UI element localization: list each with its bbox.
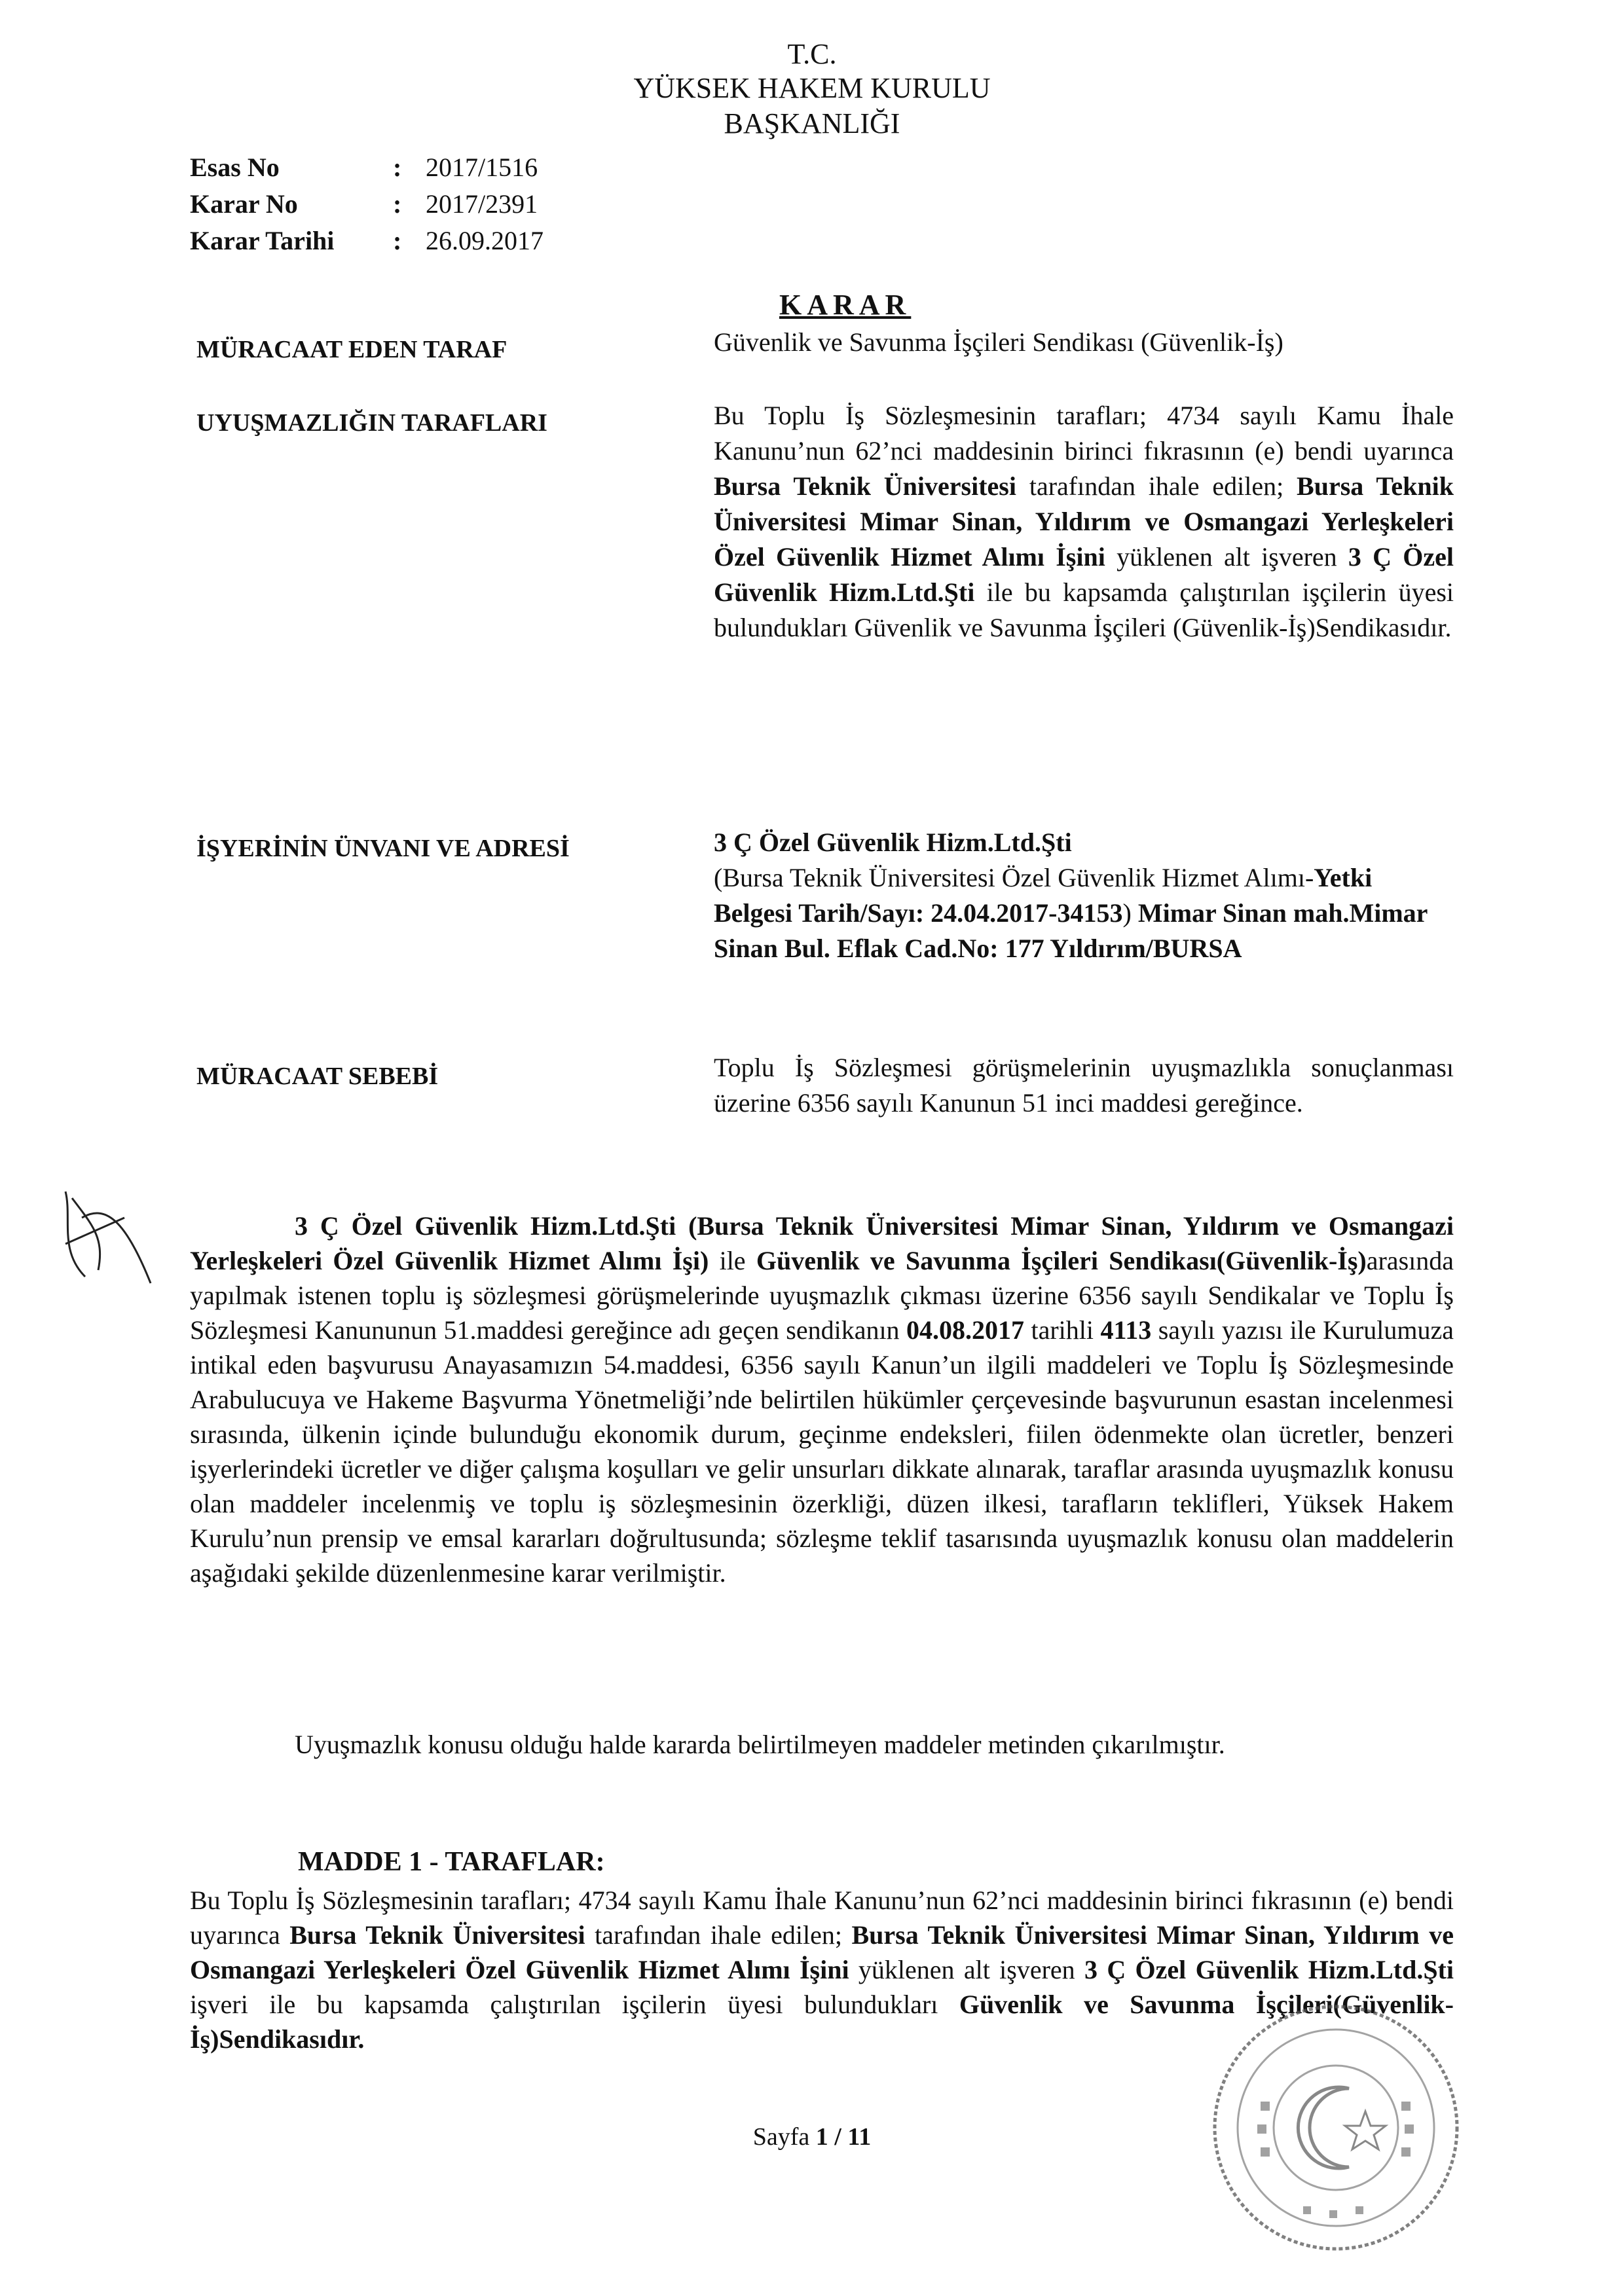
karar-tarihi-value: 26.09.2017 [426, 226, 544, 255]
karar-no-value: 2017/2391 [426, 189, 538, 219]
label-uyusmazlik-taraflari: UYUŞMAZLIĞIN TARAFLARI [196, 409, 547, 437]
value-isyeri-unvani: 3 Ç Özel Güvenlik Hizm.Ltd.Şti (Bursa Teknik Üniversitesi Özel Güvenlik Hizmet Alımı-Yetki Belgesi Tarih/Sayı: 24.04.2017-34153) Mimar Sinan mah.Mimar Sinan Bul. Eflak Cad.No: 177 Yıldırım/BURSA [714, 828, 1428, 963]
note-paragraph: Uyuşmazlık konusu olduğu halde kararda belirtilmeyen maddeler metinden çıkarılmıştır. [295, 1730, 1225, 1759]
meta-karar-tarihi: Karar Tarihi : 26.09.2017 [190, 226, 544, 255]
label-muracaat-eden: MÜRACAAT EDEN TARAF [196, 336, 507, 363]
handwritten-initials-icon [46, 1178, 164, 1296]
value-muracaat-sebebi: Toplu İş Sözleşmesi görüşmelerinin uyuşmazlıkla sonuçlanması üzerine 6356 sayılı Kanunun 51 inci maddesi gereğince. [714, 1053, 1454, 1118]
meta-esas-no: Esas No : 2017/1516 [190, 153, 538, 182]
madde-1-title: MADDE 1 - TARAFLAR: [298, 1847, 605, 1877]
madde-1-body: Bu Toplu İş Sözleşmesinin tarafları; 4734 sayılı Kamu İhale Kanunu’nun 62’nci maddesinin birinci fıkrasının (e) bendi uyarınca Bursa Teknik Üniversitesi tarafından ihale edilen; Bursa Teknik Üniversitesi Mimar Sinan, Yıldırım ve Osmangazi Yerleşkeleri Özel Güvenlik Hizmet Alımı İşini yüklenen alt işveren 3 Ç Özel Güvenlik Hizm.Ltd.Şti işveri ile bu kapsamda çalıştırılan işçilerin üyesi bulundukları Güvenlik ve Savunma İşçileri(Güvenlik-İş)Sendikasıdır. [190, 1886, 1454, 2054]
header-tc: T.C. [787, 38, 837, 70]
value-uyusmazlik-taraflari: Bu Toplu İş Sözleşmesinin tarafları; 4734 sayılı Kamu İhale Kanunu’nun 62’nci maddesinin birinci fıkrasının (e) bendi uyarınca Bursa Teknik Üniversitesi tarafından ihale edilen; Bursa Teknik Üniversitesi Mimar Sinan, Yıldırım ve Osmangazi Yerleşkeleri Özel Güvenlik Hizmet Alımı İşini yüklenen alt işveren 3 Ç Özel Güvenlik Hizm.Ltd.Şti ile bu kapsamda çalıştırılan işçilerin üyesi bulundukları Güvenlik ve Savunma İşçileri (Güvenlik-İş)Sendikasıdır. [714, 401, 1454, 642]
esas-no-value: 2017/1516 [426, 153, 538, 182]
page-number: Sayfa 1 / 11 [752, 2123, 872, 2151]
label-isyeri-unvani: İŞYERİNİN ÜNVANI VE ADRESİ [196, 835, 570, 862]
official-seal-icon [1198, 1990, 1473, 2265]
karar-title: KARAR [779, 289, 912, 321]
value-muracaat-eden: Güvenlik ve Savunma İşçileri Sendikası (Güvenlik-İş) [714, 327, 1283, 357]
main-paragraph: 3 Ç Özel Güvenlik Hizm.Ltd.Şti (Bursa Teknik Üniversitesi Mimar Sinan, Yıldırım ve Osmangazi Yerleşkeleri Özel Güvenlik Hizmet Alımı İşi) ile Güvenlik ve Savunma İşçileri Sendikası(Güvenlik-İş)arasında yapılmak istenen toplu iş sözleşmesi görüşmelerinde uyuşmazlık çıkması üzerine 6356 sayılı Sendikalar ve Toplu İş Sözleşmesi Kanununun 51.maddesi gereğince adı geçen sendikanın 04.08.2017 tarihli 4113 sayılı yazısı ile Kurulumuza intikal eden başvurusu Anayasamızın 54.maddesi, 6356 sayılı Kanun’un ilgili maddeleri ve Toplu İş Sözleşmesinde Arabulucuya ve Hakeme Başvurma Yönetmeliği’nde belirtilen hükümler çerçevesinde başvurunun esastan incelenmesi sırasında, ülkenin içinde bulunduğu ekonomik durum, geçinme endeksleri, fiilen ödenmekte olan ücretler, benzeri işyerlerindeki ücretler ve diğer çalışma koşulları ve gelir unsurları dikkate alınarak, taraflar arasında uyuşmazlık konusu olan maddeler incelenmiş ve toplu iş sözleşmesinin özerkliği, düzen ilkesi, tarafların teklifleri, Yüksek Hakem Kurulu’nun prensip ve emsal kararları doğrultusunda; sözleşme teklif tasarısında uyuşmazlık konusu olan maddelerin aşağıdaki şekilde düzenlenmesine karar verilmiştir. [190, 1211, 1454, 1588]
header-presidency: BAŞKANLIĞI [724, 107, 900, 139]
meta-karar-no: Karar No : 2017/2391 [190, 189, 538, 219]
header-institution: YÜKSEK HAKEM KURULU [633, 72, 991, 104]
label-muracaat-sebebi: MÜRACAAT SEBEBİ [196, 1063, 439, 1090]
